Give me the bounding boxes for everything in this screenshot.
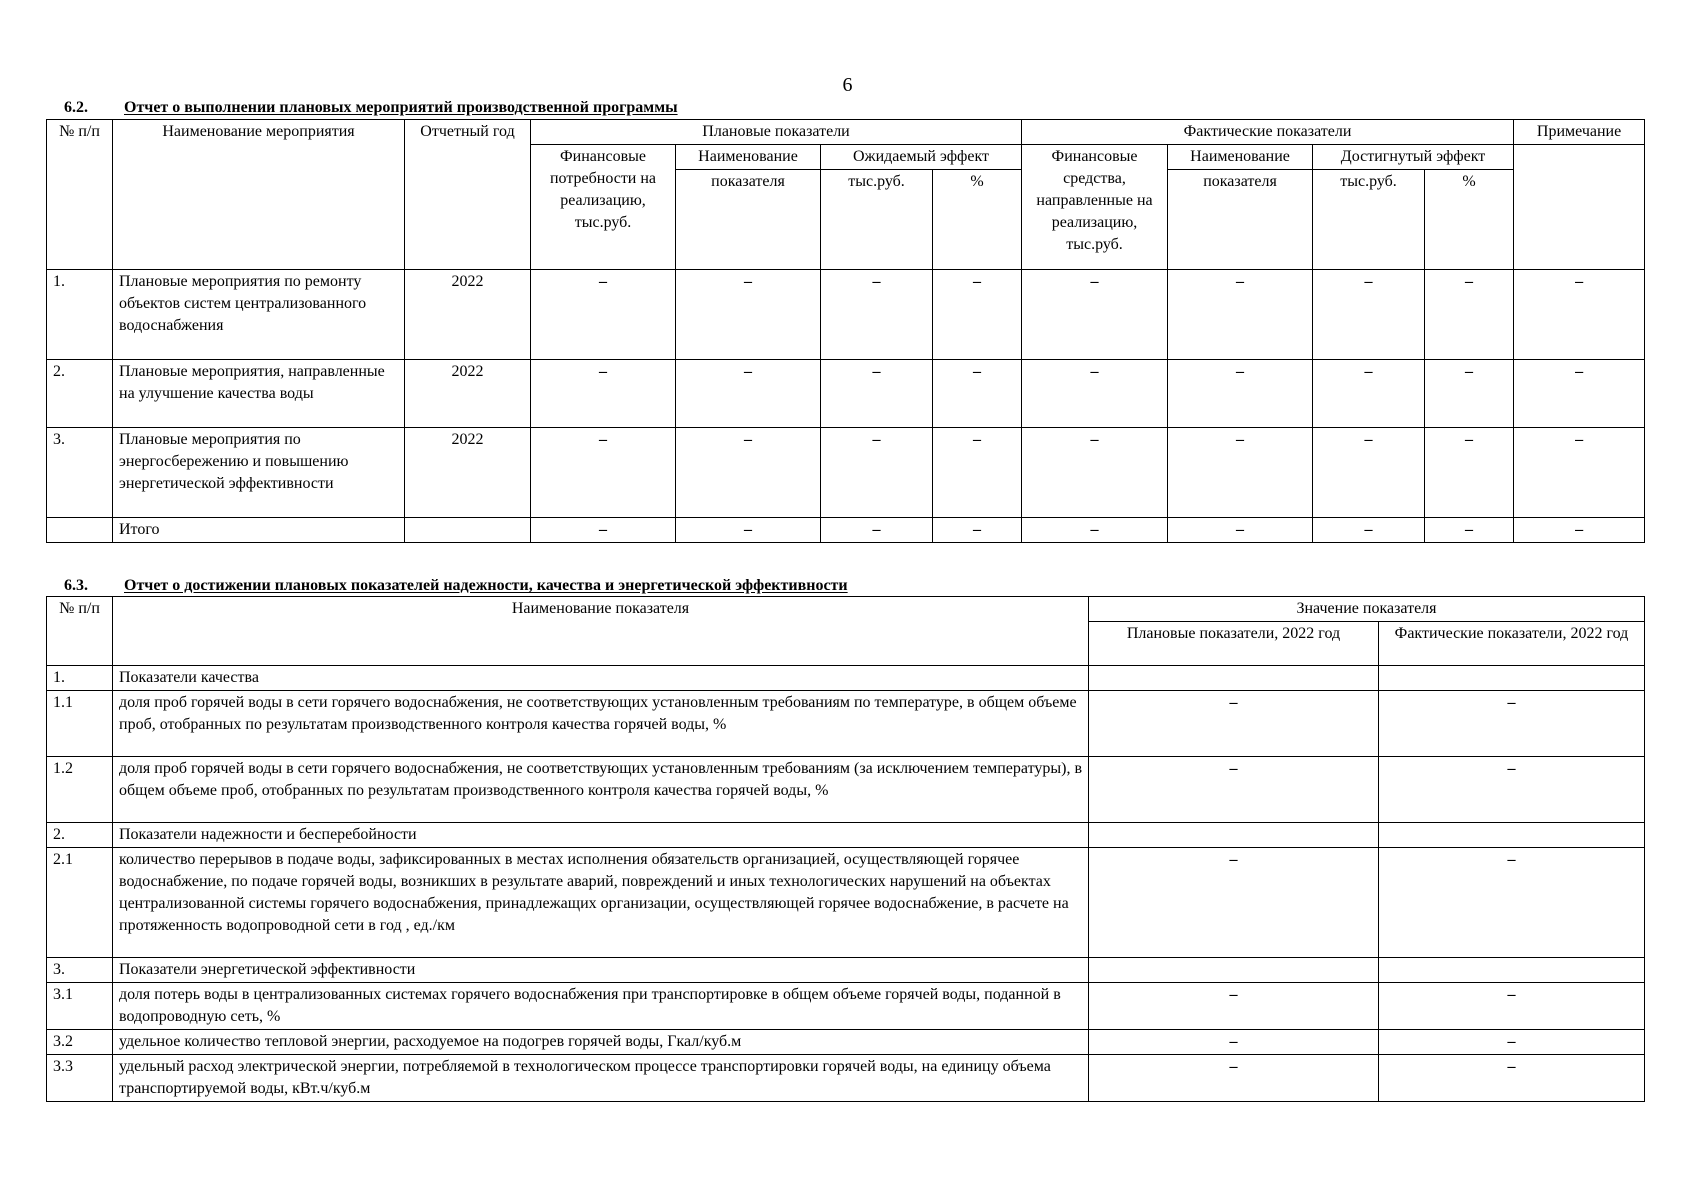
header-actual: Фактические показатели bbox=[1022, 120, 1514, 145]
table-row bbox=[47, 666, 1645, 691]
row-value: – bbox=[1514, 428, 1645, 518]
row-actual-value: – bbox=[1379, 1055, 1645, 1102]
table-row bbox=[47, 428, 1645, 518]
row-value: – bbox=[676, 428, 821, 518]
row-actual-value bbox=[1379, 666, 1645, 691]
row-actual-value: – bbox=[1379, 983, 1645, 1030]
row-year: 2022 bbox=[405, 270, 531, 360]
header-indicator-value: Значение показателя bbox=[1089, 597, 1645, 622]
total-year-empty bbox=[405, 518, 531, 543]
row-value: – bbox=[933, 360, 1022, 428]
section-62-title: Отчет о выполнении плановых мероприятий производственной программы bbox=[124, 99, 678, 116]
row-planned-value: – bbox=[1089, 1055, 1379, 1102]
header-planned-indicator-name: Наименование bbox=[676, 145, 821, 170]
row-num: 3.3 bbox=[47, 1055, 113, 1102]
section-63-heading bbox=[64, 577, 848, 595]
header-actual-thous-rub: тыс.руб. bbox=[1313, 170, 1425, 270]
header-event-name: Наименование мероприятия bbox=[113, 120, 405, 270]
row-value: – bbox=[531, 428, 676, 518]
section-63-title: Отчет о достижении плановых показателей надежности, качества и энергетической эффективности bbox=[124, 577, 848, 594]
production-program-table bbox=[46, 119, 1645, 543]
row-actual-value: – bbox=[1379, 848, 1645, 958]
table-row bbox=[47, 360, 1645, 428]
table-row bbox=[47, 958, 1645, 983]
table-row bbox=[47, 823, 1645, 848]
row-indicator-name: доля проб горячей воды в сети горячего водоснабжения, не соответствующих установленным требованиям по температуре, в общем объеме проб, отобранных по результатам производственного контроля качества горячей воды, % bbox=[113, 691, 1089, 757]
row-indicator-name: количество перерывов в подаче воды, зафиксированных в местах исполнения обязательств организацией, осуществляющей горячее водоснабжение, по подаче горячей воды, возникших в результате аварий, повреждений и иных технологических нарушений на объектах централизованной системы горячего водоснабжения, принадлежащих организации, осуществляющей горячее водоснабжение, в расчете на протяженность водопроводной сети в год , ед./км bbox=[113, 848, 1089, 958]
header-expected-effect: Ожидаемый эффект bbox=[821, 145, 1022, 170]
row-num: 1.2 bbox=[47, 757, 113, 823]
row-value: – bbox=[1168, 428, 1313, 518]
row-indicator-name: доля проб горячей воды в сети горячего водоснабжения, не соответствующих установленным требованиям (за исключением температуры), в общем объеме проб, отобранных по результатам производственного контроля качества горячей воды, % bbox=[113, 757, 1089, 823]
row-num: 2. bbox=[47, 360, 113, 428]
header-fin-directed: Финансовые средства, направленные на реализацию, тыс.руб. bbox=[1022, 145, 1168, 270]
row-value: – bbox=[1425, 270, 1514, 360]
total-value: – bbox=[1425, 518, 1514, 543]
row-num: 2. bbox=[47, 823, 113, 848]
row-event-name: Плановые мероприятия по энергосбережению и повышению энергетической эффективности bbox=[113, 428, 405, 518]
row-actual-value bbox=[1379, 958, 1645, 983]
row-num: 3. bbox=[47, 428, 113, 518]
header-num: № п/п bbox=[47, 597, 113, 666]
row-num: 1. bbox=[47, 666, 113, 691]
row-value: – bbox=[933, 270, 1022, 360]
row-value: – bbox=[1168, 360, 1313, 428]
total-label: Итого bbox=[113, 518, 405, 543]
row-indicator-name: доля потерь воды в централизованных системах горячего водоснабжения при транспортировке в общем объеме горячей воды, поданной в водопроводную сеть, % bbox=[113, 983, 1089, 1030]
row-value: – bbox=[676, 360, 821, 428]
row-planned-value: – bbox=[1089, 757, 1379, 823]
row-value: – bbox=[1425, 360, 1514, 428]
row-actual-value: – bbox=[1379, 757, 1645, 823]
row-actual-value: – bbox=[1379, 1030, 1645, 1055]
total-value: – bbox=[676, 518, 821, 543]
header-planned-percent: % bbox=[933, 170, 1022, 270]
total-value: – bbox=[1514, 518, 1645, 543]
row-indicator-name: Показатели энергетической эффективности bbox=[113, 958, 1089, 983]
header-planned-indicator-sub: показателя bbox=[676, 170, 821, 270]
row-value: – bbox=[1022, 360, 1168, 428]
table-row bbox=[47, 1030, 1645, 1055]
header-indicator-name: Наименование показателя bbox=[113, 597, 1089, 666]
table-row bbox=[47, 270, 1645, 360]
row-num: 1. bbox=[47, 270, 113, 360]
section-63-number: 6.3. bbox=[64, 577, 88, 594]
row-value: – bbox=[821, 360, 933, 428]
section-62-heading bbox=[64, 99, 678, 117]
row-value: – bbox=[1313, 428, 1425, 518]
row-value: – bbox=[1514, 270, 1645, 360]
row-indicator-name: удельное количество тепловой энергии, расходуемое на подогрев горячей воды, Гкал/куб.м bbox=[113, 1030, 1089, 1055]
header-actual-indicator-name: Наименование bbox=[1168, 145, 1313, 170]
header-report-year: Отчетный год bbox=[405, 120, 531, 270]
row-event-name: Плановые мероприятия по ремонту объектов систем централизованного водоснабжения bbox=[113, 270, 405, 360]
header-note: Примечание bbox=[1514, 120, 1645, 145]
row-num: 3.1 bbox=[47, 983, 113, 1030]
row-planned-value: – bbox=[1089, 983, 1379, 1030]
header-planned: Плановые показатели bbox=[531, 120, 1022, 145]
header-note-empty bbox=[1514, 145, 1645, 270]
total-value: – bbox=[1313, 518, 1425, 543]
row-planned-value bbox=[1089, 823, 1379, 848]
indicators-table bbox=[46, 596, 1645, 1102]
row-value: – bbox=[531, 360, 676, 428]
section-62-number: 6.2. bbox=[64, 99, 88, 116]
row-value: – bbox=[1514, 360, 1645, 428]
row-value: – bbox=[531, 270, 676, 360]
row-value: – bbox=[933, 428, 1022, 518]
page-number: 6 bbox=[842, 74, 853, 96]
row-planned-value bbox=[1089, 958, 1379, 983]
row-indicator-name: удельный расход электрической энергии, потребляемой в технологическом процессе транспортировки горячей воды, на единицу объема транспортируемой воды, кВт.ч/куб.м bbox=[113, 1055, 1089, 1102]
header-actual-indicator-sub: показателя bbox=[1168, 170, 1313, 270]
total-value: – bbox=[1168, 518, 1313, 543]
table-row bbox=[47, 691, 1645, 757]
total-num-empty bbox=[47, 518, 113, 543]
row-planned-value bbox=[1089, 666, 1379, 691]
row-num: 1.1 bbox=[47, 691, 113, 757]
row-value: – bbox=[1313, 270, 1425, 360]
row-event-name: Плановые мероприятия, направленные на улучшение качества воды bbox=[113, 360, 405, 428]
row-actual-value: – bbox=[1379, 691, 1645, 757]
total-value: – bbox=[1022, 518, 1168, 543]
row-planned-value: – bbox=[1089, 1030, 1379, 1055]
table-row bbox=[47, 848, 1645, 958]
row-num: 3.2 bbox=[47, 1030, 113, 1055]
total-value: – bbox=[821, 518, 933, 543]
header-planned-thous-rub: тыс.руб. bbox=[821, 170, 933, 270]
header-actual-percent: % bbox=[1425, 170, 1514, 270]
row-value: – bbox=[1022, 428, 1168, 518]
row-value: – bbox=[1168, 270, 1313, 360]
header-achieved-effect: Достигнутый эффект bbox=[1313, 145, 1514, 170]
row-value: – bbox=[1313, 360, 1425, 428]
row-value: – bbox=[676, 270, 821, 360]
row-value: – bbox=[821, 428, 933, 518]
total-value: – bbox=[531, 518, 676, 543]
header-actual-2022: Фактические показатели, 2022 год bbox=[1379, 622, 1645, 666]
row-num: 2.1 bbox=[47, 848, 113, 958]
table-row bbox=[47, 757, 1645, 823]
row-value: – bbox=[821, 270, 933, 360]
row-year: 2022 bbox=[405, 360, 531, 428]
header-planned-2022: Плановые показатели, 2022 год bbox=[1089, 622, 1379, 666]
header-fin-needs: Финансовые потребности на реализацию, тыс.руб. bbox=[531, 145, 676, 270]
table-row bbox=[47, 1055, 1645, 1102]
row-year: 2022 bbox=[405, 428, 531, 518]
row-actual-value bbox=[1379, 823, 1645, 848]
row-value: – bbox=[1022, 270, 1168, 360]
total-value: – bbox=[933, 518, 1022, 543]
row-value: – bbox=[1425, 428, 1514, 518]
table-row bbox=[47, 983, 1645, 1030]
header-num: № п/п bbox=[47, 120, 113, 270]
row-planned-value: – bbox=[1089, 691, 1379, 757]
total-row bbox=[47, 518, 1645, 543]
row-num: 3. bbox=[47, 958, 113, 983]
row-indicator-name: Показатели качества bbox=[113, 666, 1089, 691]
row-indicator-name: Показатели надежности и бесперебойности bbox=[113, 823, 1089, 848]
row-planned-value: – bbox=[1089, 848, 1379, 958]
